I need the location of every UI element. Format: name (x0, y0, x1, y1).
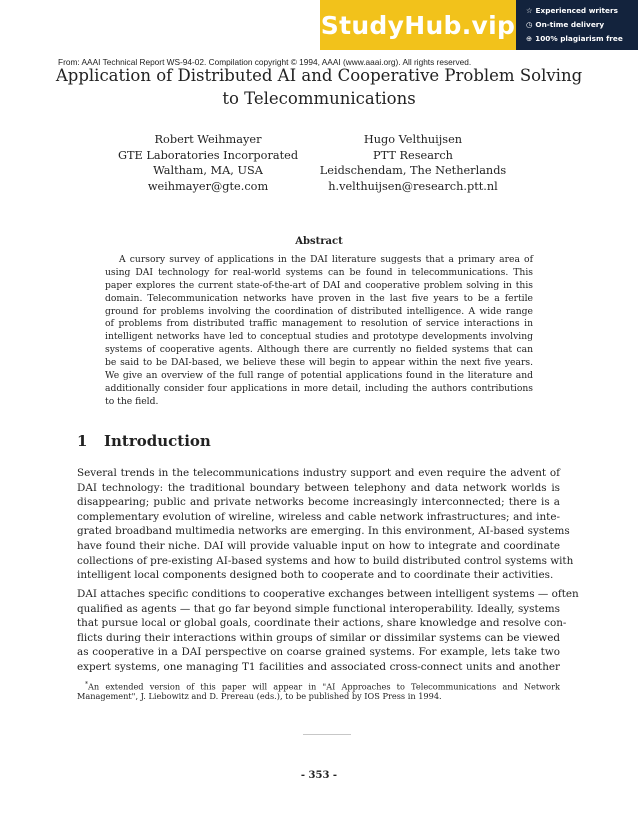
paragraph-line: grated broadband multimedia networks are emerging. In this environment, AI-based systems (77, 525, 570, 538)
abstract-line: ground for problems involving the coordination of distributed intelligence. A wide range (105, 305, 533, 317)
abstract-line: domain. Telecommunication networks have proven in the last five years to be a fertile (105, 292, 533, 304)
title-line: Application of Distributed AI and Cooperative Problem Solving (55, 66, 583, 85)
abstract-line: using DAI technology for real-world systems can be found in telecommunications. This (105, 266, 533, 278)
paragraph-line: DAI technology: the traditional boundary between telephony and data network worlds is (77, 481, 560, 494)
clock-icon: ◷ (526, 20, 533, 29)
paragraph-line: DAI attaches specific conditions to cooperative exchanges between intelligent systems — often (77, 588, 579, 600)
scan-artifact (303, 734, 351, 735)
paragraph-line: qualified as agents — that go far beyond simple functional interoperability. Ideally, systems (77, 602, 560, 615)
section-heading (77, 432, 211, 450)
banner-feature-label: 100% plagiarism free (535, 34, 623, 43)
abstract-line: of problems from distributed traffic management to resolution of service interactions in (105, 318, 533, 330)
ad-banner[interactable] (320, 0, 638, 50)
shield-icon: ⊕ (526, 34, 533, 43)
banner-feature-label: On-time delivery (535, 20, 605, 29)
abstract-line: intelligent networks have led to conceptual studies and prototype developments involving (105, 331, 533, 343)
banner-brand-logo[interactable] (320, 0, 516, 50)
paragraph-line: expert systems, one managing T1 facilities and associated cross-connect units and another (77, 660, 560, 673)
paragraph (77, 587, 579, 675)
footnote (77, 679, 560, 702)
banner-feature (526, 32, 638, 46)
paragraph-line: flicts during their interactions within groups of similar or dissimilar systems can be viewed (77, 631, 560, 644)
source-line: From: AAAI Technical Report WS-94-02. Compilation copyright © 1994, AAAI (www.aaai.org). All rights reserved. (58, 57, 472, 67)
author-email: weihmayer@gte.com (147, 179, 269, 193)
abstract-line: We give an overview of the full range of potential applications found in the literature and (105, 370, 533, 382)
paragraph-line: have found their niche. DAI will provide valuable input on how to integrate and coordinate (77, 539, 560, 552)
paragraph-line: intelligent local components designed both to cooperate and to coordinate their activities. (77, 569, 554, 582)
abstract-line: additionally consider four applications in more detail, including the authors contributions (105, 382, 533, 394)
paper-title (40, 64, 598, 110)
banner-feature (526, 4, 638, 18)
author-block (108, 132, 308, 194)
footnote-text: An extended version of this paper will appear in "AI Approaches to Telecommunications and Network (88, 681, 560, 692)
paragraph-line: Several trends in the telecommunications industry support and even require the advent of (77, 467, 560, 479)
author-location: Waltham, MA, USA (153, 164, 263, 177)
paragraph-line: that pursue local or global goals, coordinate their actions, share knowledge and resolve con- (77, 617, 567, 630)
abstract-line: be said to be DAI-based, we believe these will begin to appear within the next five years. (105, 357, 533, 369)
abstract-line: paper explores the current state-of-the-art of DAI and cooperative problem solving in this (105, 279, 533, 291)
abstract-heading: Abstract (295, 236, 343, 247)
banner-feature (526, 18, 638, 32)
paragraph-line: collections of pre-existing AI-based systems and how to build distributed control systems with (77, 554, 574, 567)
abstract-body (105, 254, 533, 409)
page-number: - 353 - (300, 770, 338, 781)
footnote-line: Management", J. Liebowitz and D. Prereau (eds.), to be published by IOS Press in 1994. (77, 690, 442, 701)
banner-feature-label: Experienced writers (535, 6, 618, 15)
paragraph-line: as cooperative in a DAI perspective on coarse grained systems. For example, lets take two (77, 646, 560, 659)
footnote-line (77, 679, 560, 691)
author-org: PTT Research (373, 148, 453, 162)
author-block (318, 132, 508, 194)
abstract-line: systems of cooperative agents. Although there are currently no fielded systems that can (105, 344, 533, 356)
author-name: Hugo Velthuijsen (363, 133, 463, 146)
author-email: h.velthuijsen@research.ptt.nl (328, 179, 498, 193)
title-line: to Telecommunications (222, 89, 416, 108)
section-number: 1 (77, 432, 88, 450)
author-name: Robert Weihmayer (154, 133, 262, 146)
star-icon: ☆ (526, 6, 533, 15)
paragraph (77, 466, 574, 583)
paragraph-line: complementary evolution of wireline, wireless and cable network infrastructures; and inte- (77, 510, 560, 523)
author-org: GTE Laboratories Incorporated (117, 148, 299, 162)
section-title: Introduction (104, 432, 211, 450)
banner-feature-list (516, 0, 638, 50)
footnote-marker: * (85, 681, 88, 688)
author-location: Leidschendam, The Netherlands (319, 164, 507, 177)
abstract-line: to the field. (105, 395, 159, 407)
paragraph-line: disappearing; public and private networks become increasingly interconnected; there is a (77, 496, 560, 509)
abstract-line: A cursory survey of applications in the DAI literature suggests that a primary area of (119, 254, 533, 265)
banner-brand-text: StudyHub.vip (320, 10, 516, 40)
